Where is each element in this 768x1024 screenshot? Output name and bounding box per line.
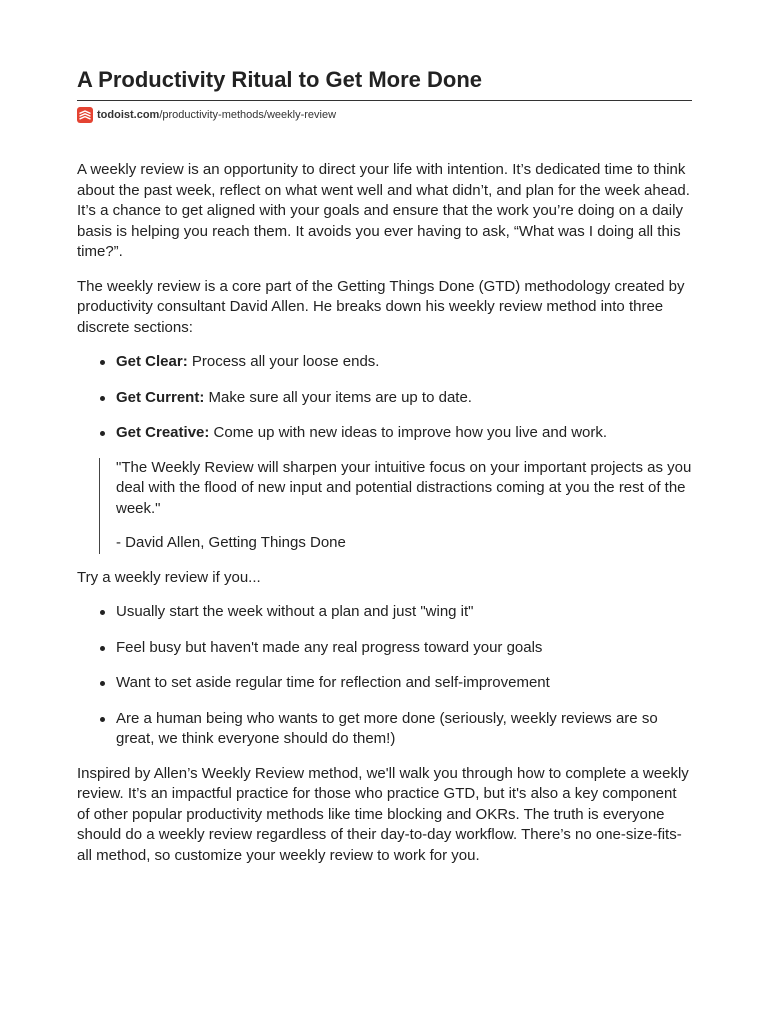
section-text: Come up with new ideas to improve how you live and work. (209, 424, 608, 441)
reason-text: Usually start the week without a plan and just "wing it" (116, 603, 474, 620)
list-item (77, 602, 692, 623)
list-item (77, 423, 692, 444)
list-item (77, 388, 692, 409)
reasons-list (77, 602, 692, 750)
section-label: Get Current: (116, 388, 205, 406)
source-domain[interactable]: todoist.com (97, 109, 160, 121)
page-title: A Productivity Ritual to Get More Done (77, 67, 482, 92)
try-paragraph: Try a weekly review if you... (77, 568, 261, 586)
todoist-logo-icon (77, 107, 93, 123)
list-item (77, 673, 692, 694)
list-item (77, 709, 692, 750)
section-label: Get Creative: (116, 424, 210, 441)
quote-block (99, 458, 692, 554)
quote-attribution: - David Allen, Getting Things Done (116, 534, 346, 551)
article-body (77, 160, 692, 866)
quote-text: "The Weekly Review will sharpen your intuitive focus on your important projects as you deal with the flood of new input and potential distractions coming at you the rest of the week." (116, 458, 692, 517)
bullet-icon (100, 646, 105, 651)
reason-text: Feel busy but haven't made any real progress toward your goals (116, 638, 543, 656)
title-divider (77, 100, 692, 101)
intro-paragraph: A weekly review is an opportunity to direct your life with intention. It’s dedicated time to think about the past week, reflect on what went well and what didn’t, and plan for the week ahead. It’s a chance to get aligned with your goals and ensure that the work you’re doing on a daily basis is helping you reach them. It avoids you ever having to ask, “What was I doing all this time?”. (77, 161, 690, 260)
section-text: Make sure all your items are up to date. (204, 388, 472, 406)
article (77, 0, 692, 880)
bullet-icon (100, 681, 105, 686)
section-label: Get Clear: (116, 353, 188, 370)
closing-paragraph: Inspired by Allen’s Weekly Review method, we'll walk you through how to complete a weekly review. It’s an impactful practice for those who practice GTD, but it's also a key component of other popular productivity methods like time blocking and OKRs. The truth is everyone should do a weekly review regardless of their day-to-day workflow. There’s no one-size-fits-all method, so customize your weekly review to work for you. (77, 764, 689, 864)
bullet-icon (100, 610, 105, 615)
gtd-paragraph: The weekly review is a core part of the Getting Things Done (GTD) methodology created by productivity consultant David Allen. He breaks down his weekly review method into three discrete sections: (77, 277, 685, 336)
bullet-icon (100, 396, 105, 401)
list-item (77, 638, 692, 659)
section-text: Process all your loose ends. (187, 353, 380, 370)
reason-text: Are a human being who wants to get more done (seriously, weekly reviews are so great, we think everyone should do them!) (116, 709, 658, 747)
bullet-icon (100, 431, 105, 436)
reason-text: Want to set aside regular time for reflection and self-improvement (116, 674, 550, 691)
bullet-icon (100, 360, 105, 365)
source-path[interactable]: /productivity-methods/weekly-review (159, 109, 337, 121)
review-sections-list (77, 352, 692, 444)
bullet-icon (100, 717, 105, 722)
list-item (77, 352, 692, 373)
source-link[interactable] (77, 106, 692, 124)
